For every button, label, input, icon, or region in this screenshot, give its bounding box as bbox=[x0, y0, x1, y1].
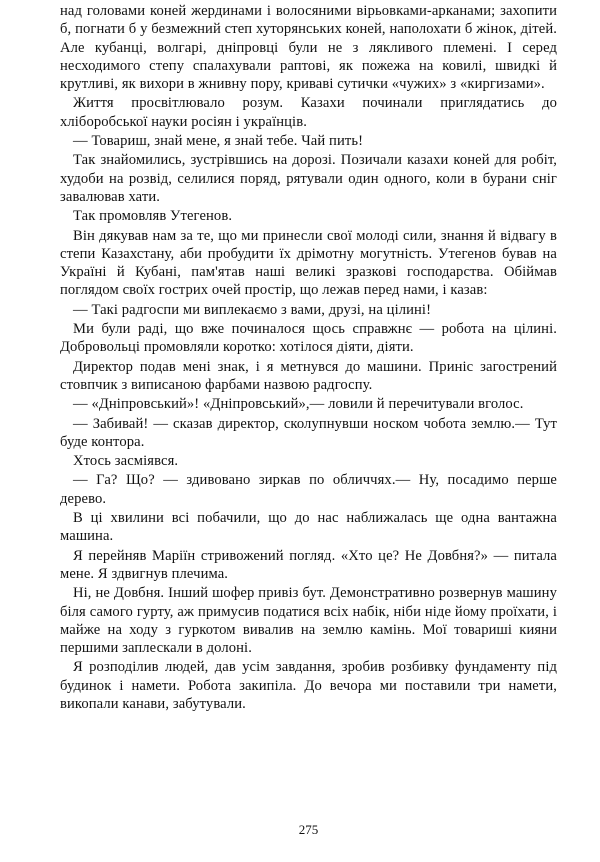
paragraph: Так знайомились, зустрівшись на дорозі. Позичали казахи коней для робіт, худоби на розвід, селилися поряд, рятували один одного, коли в бурани сніг завалював хати. bbox=[60, 152, 557, 205]
paragraph: — Товариш, знай мене, я знай тебе. Чай пить! bbox=[73, 133, 364, 150]
paragraph: Так промовляв Утегенов. bbox=[73, 208, 233, 225]
book-page bbox=[60, 2, 557, 852]
paragraph: Директор подав мені знак, і я метнувся до машини. Приніс загострений стовпчик з виписаною фарбами назвою радгоспу. bbox=[60, 358, 557, 393]
paragraph: Життя просвітлювало розум. Казахи починали приглядатись до хліборобської науки росіян і українців. bbox=[60, 95, 557, 130]
paragraph: — «Дніпровський»! «Дніпровський»,— ловили й перечитували вголос. bbox=[73, 396, 524, 413]
paragraph: Я перейняв Маріїн стривожений погляд. «Хто це? Не Довбня?» — питала мене. Я здвигнув плечима. bbox=[60, 547, 557, 582]
paragraph: над головами коней жердинами і волосяними вірьовками-арканами; захопити б, погнати б у безмежний степ хуторянських коней, наполохати б жінок, дітей. Але кубанці, волгарі, дніпровці були не з лякливого племені. І серед несходимого степу спалахували раптові, як пожежа на ковилі, швидкі й крутливі, як вихори в жнивну пору, криваві сутички «чужих» з «киргизами». bbox=[60, 3, 557, 93]
paragraph: — Такі радгоспи ми виплекаємо з вами, друзі, на цілині! bbox=[73, 301, 432, 318]
page-number: 275 bbox=[298, 822, 319, 837]
paragraph: Він дякував нам за те, що ми принесли свої молоді сили, знання й відвагу в степи Казахстану, аби пробудити їх дрімотну могутність. Утегенов бував на Україні й Кубані, пам'ятав наші великі зразкові господарства. Обіймав поглядом своїх гостриx очей простір, що лежав перед нами, і казав: bbox=[60, 227, 557, 299]
paragraph: Ні, не Довбня. Інший шофер привіз бут. Демонстративно розвернув машину біля самого гурту, аж примусив податися всіх набік, ніби ніде йому проїхати, і майже на ходу з гуркотом вивалив на землю камінь. Мої товариші кияни першими заплескали в долоні. bbox=[60, 585, 557, 657]
page-body bbox=[60, 2, 557, 713]
paragraph: — Забивай! — сказав директор, сколупнувши носком чобота землю.— Тут буде контора. bbox=[60, 415, 557, 450]
paragraph: Ми були раді, що вже починалося щось справжнє — робота на цілині. Добровольці промовляли коротко: хотілося діяти, діяти. bbox=[60, 321, 557, 356]
paragraph: Хтось засміявся. bbox=[73, 453, 179, 470]
paragraph: — Га? Що? — здивовано зиркав по обличчях.— Ну, посадимо перше дерево. bbox=[60, 472, 557, 507]
paragraph: В ці хвилини всі побачили, що до нас наближалась ще одна вантажна машина. bbox=[60, 510, 557, 545]
paragraph: Я розподілив людей, дав усім завдання, зробив розбивку фундаменту під будинок і намети. Робота закипіла. До вечора ми поставили три намети, викопали канави, забутували. bbox=[60, 659, 557, 712]
